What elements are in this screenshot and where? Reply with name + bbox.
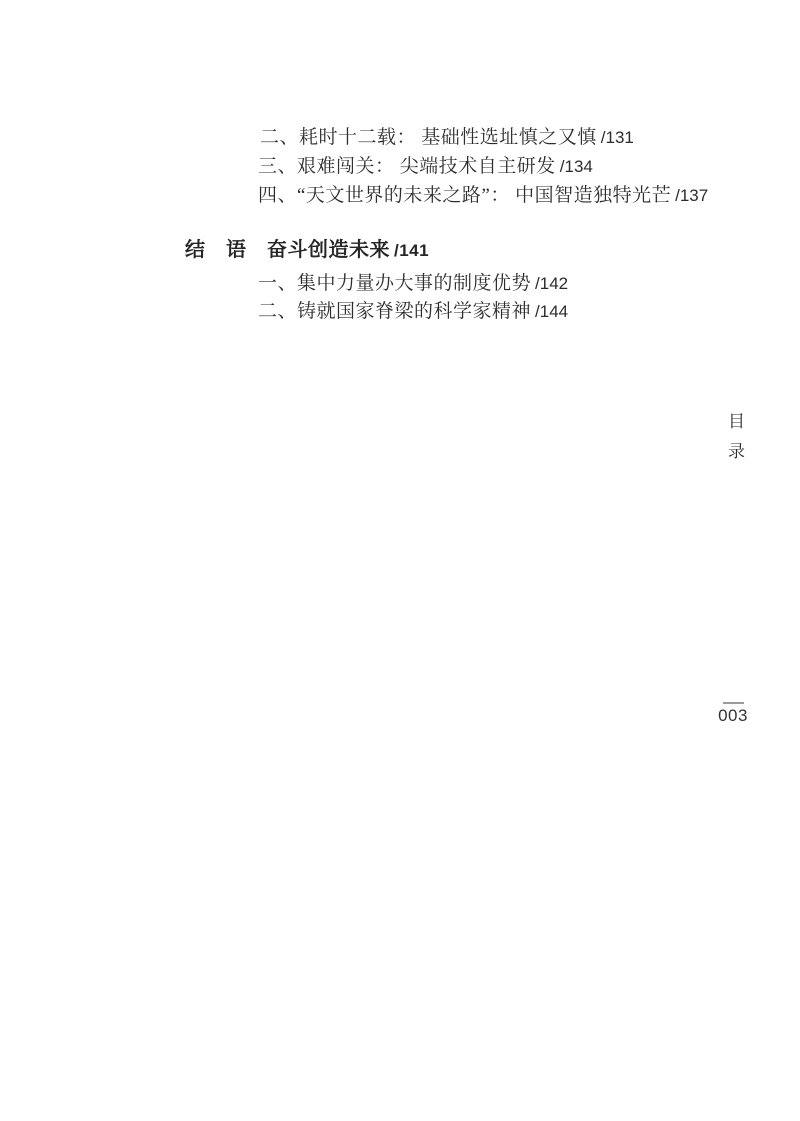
- toc-entry-pagenum: /144: [535, 302, 569, 321]
- toc-entry: [258, 301, 568, 322]
- toc-entry-pagenum: /142: [535, 274, 569, 293]
- toc-entry: [260, 127, 634, 148]
- toc-entry: [258, 273, 568, 294]
- toc-entry-label: 一、集中力量办大事的制度优势: [258, 273, 532, 294]
- toc-entry-label: 二、耗时十二载： 基础性选址慎之又慎: [260, 127, 597, 148]
- margin-label-toc: 目录: [725, 412, 744, 472]
- page-number: 003: [718, 706, 748, 725]
- toc-entry-label: 三、艰难闯关： 尖端技术自主研发: [258, 156, 556, 177]
- toc-entry: [258, 185, 708, 206]
- toc-section-pagenum: /141: [394, 241, 430, 260]
- toc-entry-label: 四、“天文世界的未来之路”： 中国智造独特光芒: [258, 185, 672, 206]
- toc-entry-pagenum: /131: [600, 128, 634, 147]
- toc-entry-label: 二、铸就国家脊梁的科学家精神: [258, 301, 532, 322]
- toc-entry: [258, 156, 593, 177]
- toc-entry-pagenum: /137: [675, 186, 709, 205]
- footer-rule: [723, 702, 744, 704]
- toc-entry-pagenum: /134: [559, 157, 593, 176]
- toc-section-heading: [185, 239, 429, 262]
- toc-section-title: 结 语 奋斗创造未来: [185, 239, 390, 261]
